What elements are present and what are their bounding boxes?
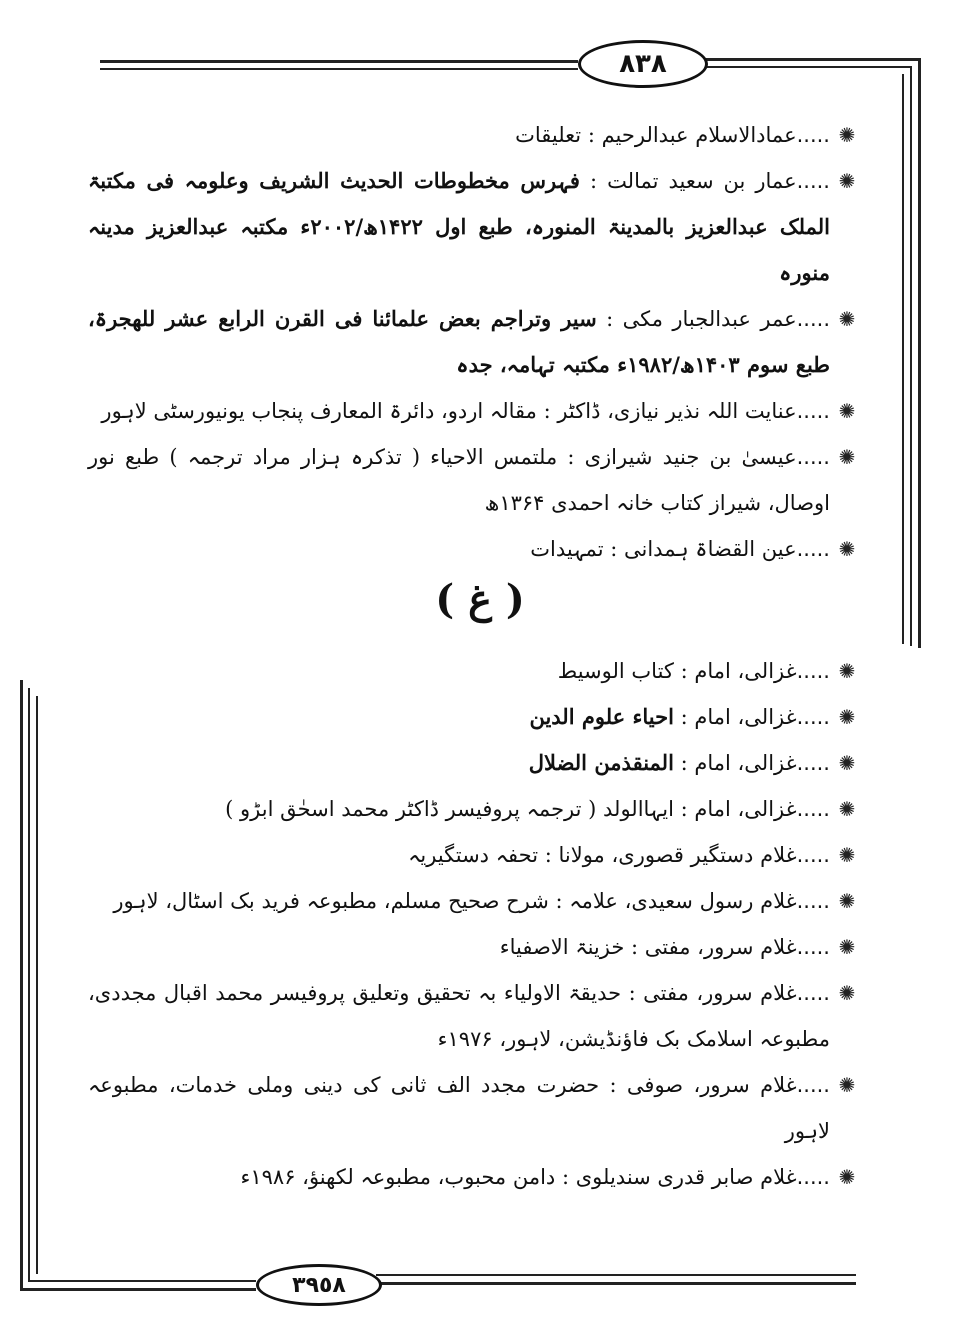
entry-work-title: حدیقۃ الاولیاء بہ تحقیق وتعلیق پروفیسر محمد اقبال مجددی، مطبوعہ اسلامک بک فاؤنڈیشن، لاہور، ۱۹۷۶ء <box>88 981 830 1051</box>
flower-bullet-icon: ✺ <box>838 123 856 147</box>
page-number-top: ٨٣٨ <box>619 49 667 79</box>
entry-text <box>88 648 830 694</box>
leader-dots: ..... <box>796 751 830 775</box>
flower-bullet-icon: ✺ <box>838 935 856 959</box>
bibliography-entry <box>88 1062 860 1154</box>
entry-author: غلام سرور، مفتی : <box>631 935 797 959</box>
entry-author: عمادالاسلام عبدالرحیم : <box>587 123 797 147</box>
flower-bullet-icon: ✺ <box>838 751 856 775</box>
entry-work-title: دامن محبوب، مطبوعہ لکھنؤ، ۱۹۸۶ء <box>240 1165 556 1189</box>
entry-work-title: مقالہ اردو، دائرۃ المعارف پنجاب یونیورسٹی لاہور <box>101 399 537 423</box>
entry-author: غلام رسول سعیدی، علامہ : <box>555 889 797 913</box>
leader-dots: ..... <box>796 659 830 683</box>
entry-work-title: فہرس مخطوطات الحدیث الشریف وعلومہ فی مکتبۃ الملک عبدالعزیز بالمدینۃ المنورہ، طبع اول ۱۴۲۲ھ/۲۰۰۲ء مکتبہ عبدالعزیز مدینہ منورہ <box>88 168 830 285</box>
bibliography-entry <box>88 694 860 740</box>
entry-text <box>88 434 830 526</box>
bibliography-entry <box>88 388 860 434</box>
flower-bullet-icon: ✺ <box>838 705 856 729</box>
entry-author: عیسیٰ بن جنید شیرازی : <box>567 445 797 469</box>
leader-dots: ..... <box>796 797 830 821</box>
entry-text <box>88 388 830 434</box>
leader-dots: ..... <box>796 169 830 193</box>
entry-work-title: المنقذمن الضلال <box>528 750 674 775</box>
entry-text <box>88 1062 830 1154</box>
entry-text <box>88 158 830 296</box>
entry-work-title: تمہیدات <box>530 537 604 561</box>
bibliography-entry <box>88 832 860 878</box>
entry-work-title: ایہاالولد ( ترجمہ پروفیسر ڈاکٹر محمد اسحٰق ابڑو ) <box>225 797 674 821</box>
frame-left-line-1 <box>20 680 23 1290</box>
entry-author: عمر عبدالجبار مکی : <box>606 307 797 331</box>
entry-work-title: سیر وتراجم بعض علمائنا فی القرن الرابع عشر للھجرۃ، طبع سوم ۱۴۰۳ھ/۱۹۸۲ء مکتبہ تہامہ، جدہ <box>88 306 830 377</box>
leader-dots: ..... <box>796 705 830 729</box>
leader-dots: ..... <box>796 843 830 867</box>
entry-text <box>88 112 830 158</box>
entry-text <box>88 786 830 832</box>
frame-right-line-3 <box>902 74 904 644</box>
leader-dots: ..... <box>796 1165 830 1189</box>
bibliography-entry <box>88 158 860 296</box>
entry-text <box>88 526 830 572</box>
leader-dots: ..... <box>796 935 830 959</box>
frame-left-line-2 <box>28 688 30 1282</box>
bibliography-entry <box>88 526 860 572</box>
bibliography-entry <box>88 648 860 694</box>
bibliography-entry <box>88 970 860 1062</box>
entry-author: غزالی، امام : <box>680 751 797 775</box>
entry-text <box>88 740 830 786</box>
leader-dots: ..... <box>796 399 830 423</box>
bibliography-entry <box>88 112 860 158</box>
frame-bottom-line-2 <box>28 1280 256 1282</box>
entry-text <box>88 1154 830 1200</box>
leader-dots: ..... <box>796 889 830 913</box>
bibliography-entry <box>88 1154 860 1200</box>
entry-author: عمار بن سعید تمالت : <box>589 169 797 193</box>
entry-author: غلام صابر قدری سندیلوی : <box>561 1165 797 1189</box>
frame-top-line-2 <box>100 68 578 70</box>
entry-author: عنایت اللہ نذیر نیازی، ڈاکٹر : <box>543 399 797 423</box>
entry-author: غلام دستگیر قصوری، مولانا : <box>544 843 797 867</box>
entry-author: غلام سرور، صوفی : <box>609 1073 797 1097</box>
bibliography-list-ain <box>88 112 860 572</box>
entry-text <box>88 878 830 924</box>
entry-work-title: حضرت مجدد الف ثانی کی دینی وملی خدمات، مطبوعہ لاہور <box>88 1073 830 1143</box>
flower-bullet-icon: ✺ <box>838 797 856 821</box>
frame-bottom-line-right <box>376 1282 856 1285</box>
entry-text <box>88 924 830 970</box>
page-number-badge-top <box>578 40 708 88</box>
entry-work-title: احیاء علوم الدین <box>529 704 674 729</box>
page-number-bottom: ٣٩٥٨ <box>292 1272 346 1298</box>
flower-bullet-icon: ✺ <box>838 1165 856 1189</box>
entry-work-title: خزینۃ الاصفیاء <box>499 935 625 959</box>
flower-bullet-icon: ✺ <box>838 399 856 423</box>
frame-top-line-1 <box>100 60 578 63</box>
entry-author: غلام سرور، مفتی : <box>628 981 797 1005</box>
flower-bullet-icon: ✺ <box>838 1073 856 1097</box>
entry-work-title: تحفہ دستگیریہ <box>408 843 539 867</box>
frame-right-line-1 <box>918 58 921 648</box>
entry-author: غزالی، امام : <box>680 705 797 729</box>
flower-bullet-icon: ✺ <box>838 307 856 331</box>
entry-author: غزالی، امام : <box>680 797 797 821</box>
bibliography-entry <box>88 296 860 388</box>
bibliography-entry <box>88 878 860 924</box>
entry-work-title: کتاب الوسیط <box>557 659 674 683</box>
flower-bullet-icon: ✺ <box>838 445 856 469</box>
bibliography-list-ghain <box>88 648 860 1200</box>
flower-bullet-icon: ✺ <box>838 981 856 1005</box>
frame-right-line-2 <box>910 66 912 646</box>
leader-dots: ..... <box>796 537 830 561</box>
flower-bullet-icon: ✺ <box>838 889 856 913</box>
bibliography-entry <box>88 740 860 786</box>
leader-dots: ..... <box>796 307 831 331</box>
leader-dots: ..... <box>796 123 830 147</box>
frame-left-line-3 <box>36 696 38 1274</box>
frame-top-line-right-1 <box>702 58 920 61</box>
entry-work-title: تعلیقات <box>515 123 582 147</box>
frame-bottom-line-right-2 <box>376 1274 856 1276</box>
bibliography-entry <box>88 786 860 832</box>
leader-dots: ..... <box>796 1073 830 1097</box>
bibliography-entry <box>88 434 860 526</box>
leader-dots: ..... <box>796 981 830 1005</box>
flower-bullet-icon: ✺ <box>838 169 856 193</box>
entry-text <box>88 832 830 878</box>
bibliography-entry <box>88 924 860 970</box>
entry-work-title: شرح صحیح مسلم، مطبوعہ فرید بک اسٹال، لاہور <box>113 889 549 913</box>
entry-author: غزالی، امام : <box>680 659 797 683</box>
page-number-badge-bottom <box>256 1264 382 1306</box>
section-heading-ghain: ( غ ) <box>435 576 525 623</box>
entry-text <box>88 694 830 740</box>
flower-bullet-icon: ✺ <box>838 843 856 867</box>
frame-bottom-line-1 <box>20 1288 256 1291</box>
flower-bullet-icon: ✺ <box>838 537 856 561</box>
leader-dots: ..... <box>796 445 830 469</box>
flower-bullet-icon: ✺ <box>838 659 856 683</box>
entry-text <box>88 296 830 388</box>
entry-work-title: ملتمس الاحیاء ( تذکرہ ہزار مراد ترجمہ ) طبع نور اوصال، شیراز کتاب خانہ احمدی ۱۳۶۴ھ <box>88 445 830 515</box>
entry-text <box>88 970 830 1062</box>
frame-top-line-right-2 <box>702 66 912 68</box>
entry-author: عین القضاۃ ہمدانی : <box>610 537 797 561</box>
